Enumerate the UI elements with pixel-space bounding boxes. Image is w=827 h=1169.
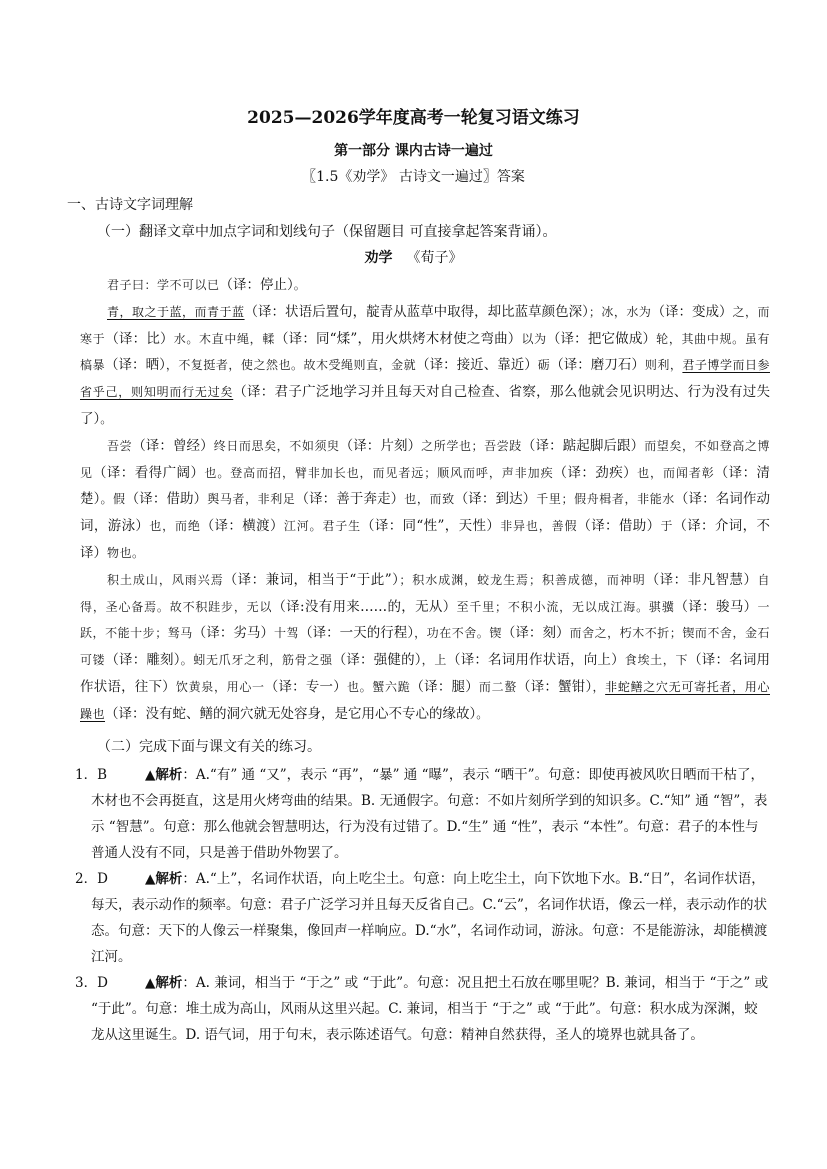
original-text: ，上: [421, 653, 448, 668]
original-text: 轮，其曲中规。虽有槁暴: [80, 331, 770, 373]
passage-name: 劝学: [364, 250, 393, 266]
translation-note: （译：骏马）: [674, 598, 758, 615]
original-text: 则利，: [644, 358, 683, 373]
translation-note: （译：兼词，相当于“于此”）: [223, 571, 400, 588]
original-text: ；冰，水为: [588, 304, 652, 319]
underlined-sentence: 君子博学而日参省乎己，则知明而行无过矣: [80, 358, 770, 400]
document-title: 2025—2026学年度高考一轮复习语文练习: [247, 108, 580, 128]
passage-paragraph: [80, 299, 770, 433]
section-heading: 一、古诗文字词理解: [67, 197, 193, 213]
translation-note: （译：停止）: [219, 277, 294, 293]
translation-note: （译：劣马）: [192, 625, 274, 642]
translation-note: （译：横渡）: [200, 518, 284, 535]
underlined-sentence: 非蛇鳝之穴无可寄托者，用心躁也: [80, 679, 770, 721]
answer-subtitle: 〖1.5《劝学》 古诗文一遍过〗答案: [302, 169, 525, 185]
passage-paragraph: [80, 272, 770, 299]
translation-note: （译：曾经）: [132, 437, 214, 454]
passage-author: 《荀子》: [406, 250, 463, 266]
original-text: 也。蟹六跪: [346, 679, 411, 694]
original-text: 十驾: [274, 626, 300, 641]
translation-note: （译：名词作动词，游泳）: [80, 491, 771, 535]
translation-note: （译：善于奔走）: [295, 491, 405, 508]
original-text: 于: [660, 519, 674, 534]
analysis-text: ：A.“上”，名词作状语，向上吃尘土。句意：向上吃尘土，向下饮地下水。B.“日”，名词作状语，每天，表示动作的频率。句意：君子广泛学习并且每天反省自己。C.“云”，名词作状语，像云一样，表示动作的状态。句意：天下的人像云一样聚集，像回声一样响应。D.“水”，名词作动词，游泳。句意：不是能游泳，却能横渡江河。: [91, 871, 768, 965]
translation-note: （译：刻）: [501, 625, 570, 642]
answer-number: 2．D: [75, 871, 108, 887]
translation-note: （译：踮起脚后跟）: [521, 437, 645, 454]
original-text: 至千里；不积小流，无以成江海。骐骥: [456, 599, 675, 614]
original-text: 吾尝: [107, 438, 133, 453]
answer-item: [75, 970, 770, 1048]
question-1-instruction: （一）翻译文章中加点字词和划线句子（保留题目 可直接拿起答案背诵）。: [97, 224, 557, 240]
answer-number: 3．D: [75, 975, 108, 991]
original-text: 。: [293, 278, 307, 292]
original-text: 而二螯: [478, 679, 517, 694]
original-text: 也，而致: [404, 492, 455, 507]
passage-title: [0, 247, 827, 267]
original-text: 物也。: [107, 545, 145, 560]
original-text: 君子曰：学不可以已: [107, 278, 220, 292]
translation-note: （译：没有蛇、鳝的洞穴就无处容身，是它用心不专心的缘故）: [105, 705, 477, 722]
original-text: 一跃，不能十步；驽马: [80, 599, 770, 641]
translation-note: （译：比）: [105, 330, 174, 347]
translation-note: （译：把它做成）: [546, 330, 657, 347]
original-text: 千里；假舟楫者，非能水: [536, 492, 675, 507]
original-text: ；积水成渊，蛟龙生焉；积善成德，而神明: [399, 572, 646, 587]
passage-paragraph: [80, 433, 770, 567]
original-text: 非异也，善假: [500, 519, 578, 534]
analysis-text: ：A. 兼词，相当于 “于之” 或 “于此”。句意：况且把土石放在哪里呢？B. 兼词，相当于 “于之” 或 “于此”。句意：堆土成为高山，风雨从这里兴起。C. 兼词，相当于 “于之” 或 “于此”。句意：积水成为深渊，蛟龙从这里诞生。D. 语气词，用于句末，表示陈述语气。句意：精神自然获得，圣人的境界也就具备了。: [91, 975, 769, 1043]
original-text: 也，而闻者彰: [637, 465, 715, 480]
translation-note: （译：蟹钳）: [517, 678, 593, 695]
original-text: 江河。君子生: [283, 519, 361, 534]
original-text: 食埃土，下: [624, 653, 689, 668]
translation-note: （译：借助）: [125, 491, 208, 508]
original-text: 自得，圣心备焉。故不积跬步，无以: [80, 572, 770, 614]
original-text: 水。木直中绳，輮: [173, 331, 276, 346]
translation-note: （译：专一）: [264, 678, 347, 695]
passage-paragraph: [80, 567, 770, 728]
original-text: 也，而绝: [149, 519, 201, 534]
original-text: 。: [100, 411, 113, 426]
original-text: 舆马者，非利足: [207, 492, 296, 507]
analysis-label: ▲解析: [145, 767, 183, 783]
translation-note: （译：名词用作状语，往下）: [80, 652, 770, 695]
translation-note: （译：腿）: [410, 678, 479, 695]
answer-item: [75, 866, 770, 970]
translation-note: （译：一天的行程）: [299, 625, 415, 642]
original-text: 之，而寒于: [80, 304, 770, 346]
passage-text: [80, 272, 770, 728]
translation-note: （译：同“性”，天性）: [360, 518, 501, 535]
translation-note: （译：磨刀石）: [550, 357, 645, 374]
underlined-sentence: 青，取之于蓝，而青于蓝: [107, 304, 245, 319]
original-text: 。假: [100, 492, 126, 507]
original-text: ，: [592, 679, 606, 694]
answer-item: [75, 762, 770, 866]
original-text: 终日而思矣，不如须臾: [213, 438, 340, 453]
translation-note: （译：清楚）: [80, 464, 770, 508]
original-text: ，功在不舍。锲: [414, 626, 502, 641]
part-heading: 第一部分 课内古诗一遍过: [334, 143, 493, 159]
translation-note: （译:没有用来……的，无从）: [272, 598, 457, 615]
translation-note: （译：变成）: [651, 303, 733, 320]
original-text: 而舍之，朽木不折；锲而不舍，金石可镂: [80, 626, 771, 668]
translation-note: （译：雕刻）: [105, 652, 181, 669]
analysis-text: ：A.“有” 通 “又”，表示 “再”，“暴” 通 “曝”，表示 “晒干”。句意：即使再被风吹日晒而干枯了，木材也不会再挺直，这是用火烤弯曲的结果。B. 无通假字。句意：不如片刻所学到的知识多。C.“知” 通 “智”，表示 “智慧”。句意：那么他就会智慧明达，行为没有过错了。D.“生” 通 “性”，表示 “本性”。句意：君子的本性与普通人没有不同，只是善于借助外物罢了。: [91, 767, 768, 861]
original-text: 。: [476, 706, 489, 721]
translation-note: （译：同“煣”，用火烘烤木材使之弯曲）: [275, 330, 522, 347]
translation-note: （译：借助）: [577, 518, 661, 535]
original-text: 而望矣，不如登高之博见: [80, 438, 771, 480]
translation-note: （译：到达）: [454, 491, 537, 508]
translation-note: （译：非凡智慧）: [645, 571, 758, 588]
original-text: 也。登高而招，臂非加长也，而见者远；顺风而呼，声非加疾: [204, 465, 554, 480]
translation-note: （译：片刻）: [339, 437, 422, 454]
original-text: 以为: [521, 331, 547, 346]
translation-note: （译：君子广泛地学习并且每天对自己检查、省察，那么他就会见识明达、行为没有过失了）: [80, 384, 770, 427]
analysis-label: ▲解析: [145, 975, 183, 991]
translation-note: （译：名词用作状语，向上）: [447, 652, 625, 669]
translation-note: （译：强健的）: [332, 652, 422, 669]
answer-number: 1．B: [75, 767, 108, 783]
original-text: 砺: [537, 358, 551, 373]
translation-note: （译：状语后置句，靛青从蓝草中取得，却比蓝草颜色深）: [244, 303, 589, 320]
answer-list: [75, 762, 770, 1048]
original-text: 饮黄泉，用心一: [175, 679, 265, 694]
original-text: ，不复挺者，使之然也。故木受绳则直，金就: [165, 358, 417, 373]
original-text: 。蚓无爪牙之利，筋骨之强: [180, 653, 333, 668]
translation-note: （译：晒）: [105, 357, 166, 374]
question-2-instruction: （二）完成下面与课文有关的练习。: [97, 739, 321, 755]
original-text: 之所学也；吾尝跂: [421, 438, 522, 453]
translation-note: （译：劲疾）: [553, 464, 638, 481]
translation-note: （译：介词，不译）: [80, 518, 770, 561]
analysis-label: ▲解析: [145, 871, 183, 887]
original-text: 积土成山，风雨兴焉: [107, 572, 224, 587]
translation-note: （译：看得广阔）: [92, 464, 205, 481]
translation-note: （译：接近、靠近）: [416, 357, 538, 374]
